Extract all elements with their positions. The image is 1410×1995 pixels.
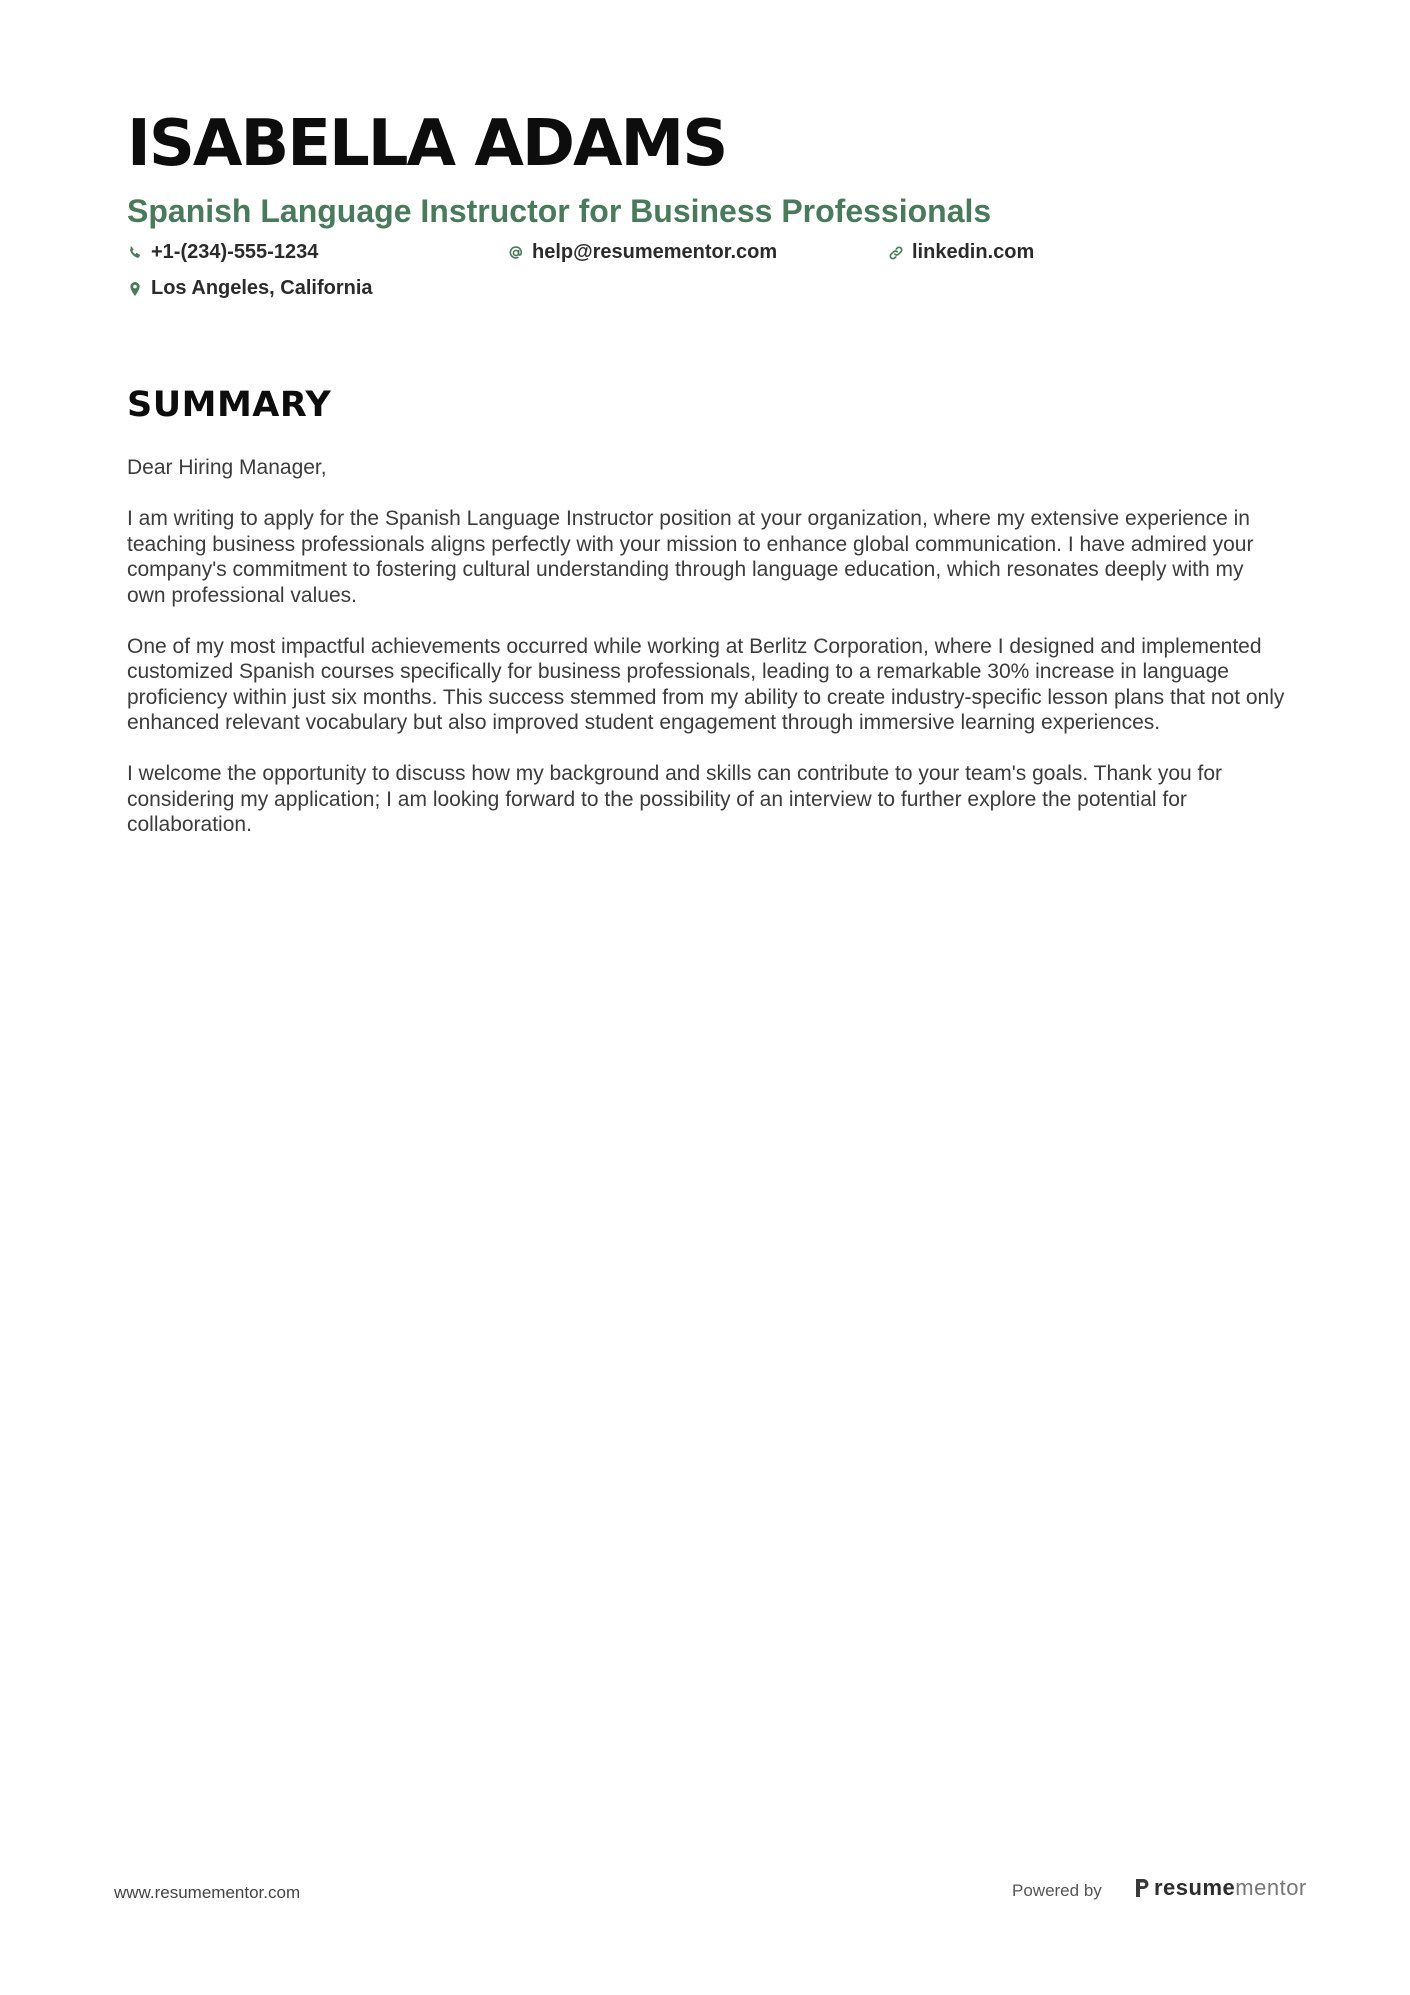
- contact-linkedin[interactable]: [888, 241, 1034, 264]
- map-pin-icon: [127, 281, 143, 297]
- phone-text: +1-(234)-555-1234: [151, 241, 319, 263]
- link-icon: [888, 245, 904, 261]
- contact-phone[interactable]: [127, 241, 318, 264]
- email-text: help@resumementor.com: [532, 241, 778, 263]
- paragraph-intro: I am writing to apply for the Spanish Language Instructor position at your organization, where my extensive experience in teaching business professionals aligns perfectly with your mission to enhance global communication. I have admired your company's commitment to fostering cultural understanding through language education, which resonates deeply with my own professional values.: [127, 507, 1254, 607]
- resumementor-logo-icon: [1134, 1877, 1150, 1899]
- brand-name-light: mentor: [1235, 1875, 1307, 1900]
- powered-by-label: Powered by: [1012, 1881, 1102, 1900]
- linkedin-text: linkedin.com: [912, 241, 1035, 263]
- contact-email[interactable]: [508, 241, 777, 264]
- salutation: Dear Hiring Manager,: [127, 456, 327, 479]
- footer-website-link[interactable]: www.resumementor.com: [114, 1883, 301, 1902]
- candidate-name: ISABELLA ADAMS: [127, 107, 727, 181]
- brand-logo[interactable]: [1134, 1875, 1307, 1901]
- summary-body: [127, 455, 1287, 863]
- brand-name-strong: resume: [1154, 1875, 1236, 1900]
- paragraph-achievement: One of my most impactful achievements occurred while working at Berlitz Corporation, where I designed and implemented customized Spanish courses specifically for business professionals, leading to a remarkable 30% increase in language proficiency within just six months. This success stemmed from my ability to create industry-specific lesson plans that not only enhanced relevant vocabulary but also improved student engagement through immersive learning experiences.: [127, 634, 1285, 734]
- phone-icon: [127, 245, 143, 261]
- contact-location: [127, 277, 373, 300]
- paragraph-closing: I welcome the opportunity to discuss how my background and skills can contribute to your team's goals. Thank you for considering my application; I am looking forward to the possibility of an interview to further explore the potential for collaboration.: [127, 762, 1223, 836]
- location-text: Los Angeles, California: [151, 277, 373, 299]
- job-title: Spanish Language Instructor for Business Professionals: [127, 193, 992, 229]
- summary-heading: SUMMARY: [127, 385, 332, 425]
- at-icon: [508, 245, 524, 261]
